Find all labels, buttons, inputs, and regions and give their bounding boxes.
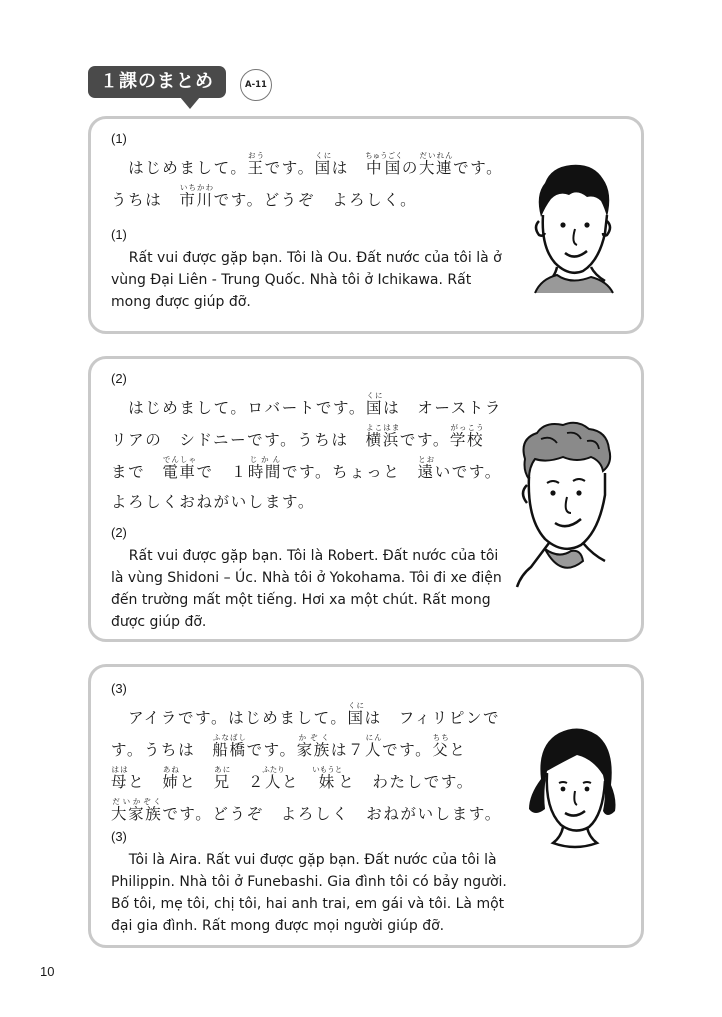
- furigana-word: 兄あに: [213, 765, 231, 791]
- vi-section-label: (1): [111, 227, 127, 242]
- jp-line: アイラです。はじめまして。国くには フィリピンで: [111, 701, 501, 727]
- furigana-word: 大連だいれん: [418, 151, 454, 177]
- furigana-word: 姉あね: [162, 765, 180, 791]
- dialogue-card-1: [88, 116, 644, 334]
- furigana-word: 市川いちかわ: [179, 183, 214, 209]
- vi-line: Tôi là Aira. Rất vui được gặp bạn. Đất nước của tôi là: [111, 852, 497, 868]
- jp-line: よろしくおねがいします。: [111, 493, 315, 511]
- jp-text: [111, 391, 502, 517]
- jp-line: リアの シドニーです。うちは 横浜よこはまです。学校がっこう: [111, 423, 485, 449]
- vi-section-label: (3): [111, 829, 127, 844]
- furigana-word: 船橋ふなばし: [212, 733, 247, 759]
- furigana-word: 遠とお: [417, 455, 435, 481]
- vi-line: Rất vui được gặp bạn. Tôi là Ou. Đất nước của tôi là ở: [111, 250, 502, 266]
- vi-section-label: (2): [111, 525, 127, 540]
- woman-aira-portrait-icon: [523, 719, 623, 849]
- furigana-word: 母はは: [111, 765, 129, 791]
- jp-text: [111, 701, 502, 829]
- jp-text: [111, 151, 504, 215]
- jp-line: はじめまして。ロバートです。国くには オーストラ: [111, 391, 502, 417]
- jp-section-label: (2): [111, 371, 127, 386]
- vi-text: [111, 849, 507, 937]
- vi-line: được giúp đỡ.: [111, 614, 207, 630]
- jp-section-label: (1): [111, 131, 127, 146]
- dialogue-card-2: [88, 356, 644, 642]
- jp-line: 大家族だいかぞくです。どうぞ よろしく おねがいします。: [111, 797, 502, 823]
- jp-line: す。うちは 船橋ふなばしです。家族かぞくは７人にんです。父ちちと: [111, 733, 467, 759]
- furigana-word: 人にん: [365, 733, 383, 759]
- man-robert-portrait-icon: [511, 419, 621, 599]
- furigana-word: 学校がっこう: [449, 423, 485, 449]
- vi-line: là vùng Shidoni – Úc. Nhà tôi ở Yokohama. Tôi đi xe điện: [111, 570, 502, 586]
- furigana-word: 大家族だいかぞく: [111, 797, 163, 823]
- lesson-summary-title: １課のまとめ: [88, 66, 226, 98]
- dialogue-card-3: [88, 664, 644, 948]
- furigana-word: 王おう: [247, 151, 265, 177]
- furigana-word: 横浜よこはま: [365, 423, 400, 449]
- vi-line: đại gia đình. Rất mong được mọi người giúp đỡ.: [111, 918, 445, 934]
- audio-track-badge[interactable]: A-11: [240, 69, 272, 101]
- vi-line: Rất vui được gặp bạn. Tôi là Robert. Đất nước của tôi: [111, 548, 499, 564]
- vi-line: đến trường mất một tiếng. Hơi xa một chút. Rất mong: [111, 592, 491, 608]
- vi-text: [111, 545, 502, 633]
- jp-line: まで 電車でんしゃで １時間じかんです。ちょっと 遠とおいです。: [111, 455, 502, 481]
- page-number: 10: [40, 964, 55, 979]
- furigana-word: 国くに: [347, 701, 365, 727]
- vi-line: vùng Đại Liên - Trung Quốc. Nhà tôi ở Ichikawa. Rất: [111, 272, 472, 288]
- furigana-word: 国くに: [314, 151, 332, 177]
- furigana-word: 父ちち: [432, 733, 450, 759]
- jp-line: はじめまして。王おうです。国くには 中国ちゅうごくの大連だいれんです。: [111, 151, 504, 177]
- furigana-word: 人ふたり: [262, 765, 285, 791]
- jp-line: うちは 市川いちかわです。どうぞ よろしく。: [111, 183, 418, 209]
- jp-line: 母ははと 姉あねと 兄あに ２人ふたりと 妹いもうとと わたしです。: [111, 765, 474, 791]
- furigana-word: 電車でんしゃ: [162, 455, 197, 481]
- furigana-word: 中国ちゅうごく: [365, 151, 403, 177]
- furigana-word: 時間じかん: [247, 455, 283, 481]
- furigana-word: 国くに: [365, 391, 384, 417]
- furigana-word: 妹いもうと: [312, 765, 343, 791]
- vi-line: Philippin. Nhà tôi ở Funebashi. Gia đình tôi có bảy người.: [111, 874, 507, 890]
- vi-text: [111, 247, 502, 313]
- furigana-word: 家族かぞく: [296, 733, 331, 759]
- man-ou-portrait-icon: [521, 155, 621, 295]
- vi-line: Bố tôi, mẹ tôi, chị tôi, hai anh trai, em gái và tôi. Là một: [111, 896, 505, 912]
- jp-section-label: (3): [111, 681, 127, 696]
- vi-line: mong được giúp đỡ.: [111, 294, 251, 310]
